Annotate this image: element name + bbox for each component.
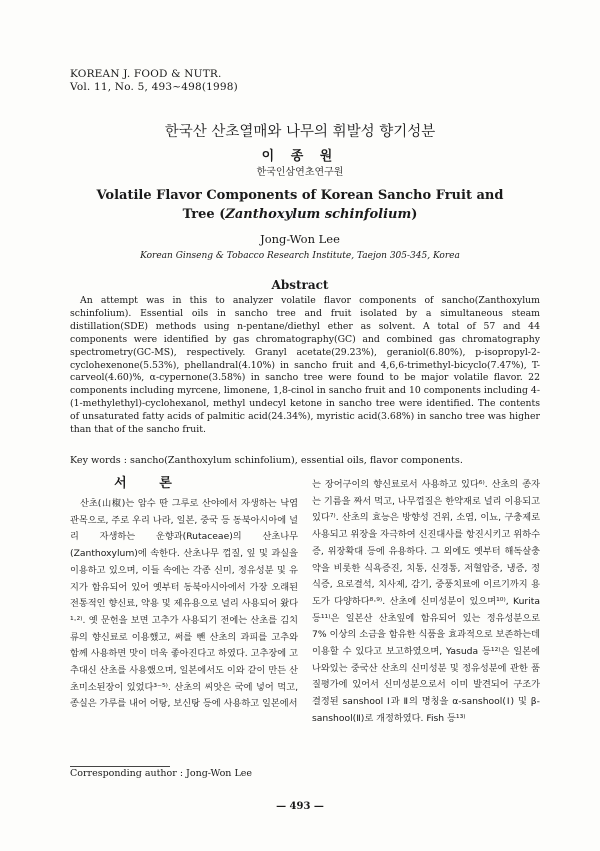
corresponding-author-note: Corresponding author : Jong-Won Lee — [70, 768, 252, 779]
english-affiliation: Korean Ginseng & Tobacco Research Institute, Taejon 305-345, Korea — [140, 251, 460, 261]
abstract-heading: Abstract — [271, 278, 329, 292]
english-title-line1: Volatile Flavor Components of Korean Sancho Fruit and — [96, 188, 504, 203]
intro-paragraph-right: 는 장어구이의 향신료로서 사용하고 있다⁶⁾. 산초의 종자는 기름을 짜서 먹고, 나무껍질은 한약재로 널리 이용되고 있다⁷⁾. 산초의 효능은 방향성 건위, 소염, 이뇨, 구충제로 사용되고 위장을 자극하여 신진대사를 항진시키고 위하수증, 위장확대 등에 유용하다. 그 외에도 옛부터 해독살충약을 비롯한 식욕증진, 치통, 신경통, 저혈압증, 냉증, 정식증, 요로결석, 치사제, 감기, 중풍치료에 이르기까지 용도가 다양하다⁸·⁹⁾. 산초에 신미성분이 있으며¹⁰⁾, Kurita 등¹¹⁾은 일본산 산초잎에 함유되어 있는 정유성분으로 7% 이상의 소금을 함유한 식품을 효과적으로 보존하는데 이용할 수 있다고 보고하였으며, Yasuda 등¹²⁾은 일본에 나와있는 중국산 산초의 신미성분 및 정유성분에 관한 품질평가에 있어서 신미성분으로서 이미 발견되어 구조가 결정된 sanshool Ⅰ과 Ⅱ의 명칭을 α-sanshool(Ⅰ) 및 β-sanshool(Ⅱ)로 개정하였다. Fish 등¹³⁾ — [312, 479, 540, 724]
english-title-line2 — [0, 205, 600, 224]
abstract-body — [70, 295, 540, 437]
english-author: Jong-Won Lee — [260, 232, 340, 246]
intro-paragraph-left: 산초(山椒)는 암수 딴 그루로 산야에서 자생하는 낙엽관목으로, 주로 우리 나라, 일본, 중국 등 동북아시아에 널리 자생하는 운향과(Rutaceae)의 산초나무(Zanthoxylum)에 속한다. 산초나무 껍질, 잎 및 과실을 이용하고 있으며, 이들 속에는 각종 신미, 정유성분 및 유지가 함유되어 있어 옛부터 동북아시아에서 가장 오래된 전통적인 향신료, 약용 및 제유용으로 널리 사용되어 왔다¹·²⁾. 옛 문헌을 보면 고추가 사용되기 전에는 산초를 김치류의 향신료로 이용했고, 써를 뺀 산초의 과피를 고추와 함께 사용하면 맛이 더욱 좋아진다고 하였다. 고추장에 고추대신 산초를 사용했으며, 일본에서도 이와 같이 만든 산초미소된장이 있었다³⁻⁵⁾. 산초의 씨앗은 국에 넣어 먹고, 종실은 가루를 내어 어탕, 보신탕 등에 사용하고 일본에서 — [70, 498, 298, 710]
body-column-left — [70, 496, 298, 713]
journal-name: KOREAN J. FOOD & NUTR. — [70, 68, 222, 80]
english-title — [0, 186, 600, 224]
korean-author: 이 종 원 — [261, 149, 339, 164]
abstract-text: An attempt was in this to analyzer volatile flavor components of sancho(Zanthoxylum schinfolium). Essential oils in sancho tree and fruit isolated by a simultaneous steam distillation(SDE) methods using n-pentane/diethyl ether as solvent. A total of 57 and 44 components were identified by gas chromatography(GC) and combined gas chromatography spectrometry(GC-MS), respectively. Granyl acetate(29.23%), geraniol(6.80%), p-isopropyl-2-cyclohexenone(5.53%), phellandral(4.10%) in sancho fruit and 4,6,6-trimethyl-bicyclo(7.47%), T-carveol(4.60)%, α-cypernone(3.58%) in sancho tree were found to be major volatile flavor. 22 components including myrcene, limonene, 1,8-cinol in sancho fruit and 10 components including 4-(1-methylethyl)-cyclohexanol, methyl undecyl ketone in sancho tree were identified. The contents of unsaturated fatty acids of palmitic acid(24.34%), myristic acid(3.68%) in sancho tree was higher than that of the sancho fruit. — [70, 295, 540, 436]
korean-affiliation: 한국인삼연초연구원 — [256, 167, 344, 178]
keywords: Key words : sancho(Zanthoxylum schinfolium), essential oils, flavor components. — [70, 455, 463, 466]
english-title-prefix: Tree ( — [182, 207, 226, 222]
english-title-species: Zanthoxylum schinfolium — [225, 207, 412, 222]
journal-header — [70, 68, 238, 94]
english-title-suffix: ) — [411, 207, 418, 222]
korean-title: 한국산 산초열매와 나무의 휘발성 향기성분 — [164, 124, 436, 140]
section-heading-introduction: 서 론 — [114, 476, 186, 491]
journal-volume: Vol. 11, No. 5, 493~498(1998) — [70, 81, 238, 93]
body-column-right — [312, 477, 540, 728]
page-number: — 493 — — [276, 801, 324, 812]
footnote-divider — [70, 766, 170, 767]
